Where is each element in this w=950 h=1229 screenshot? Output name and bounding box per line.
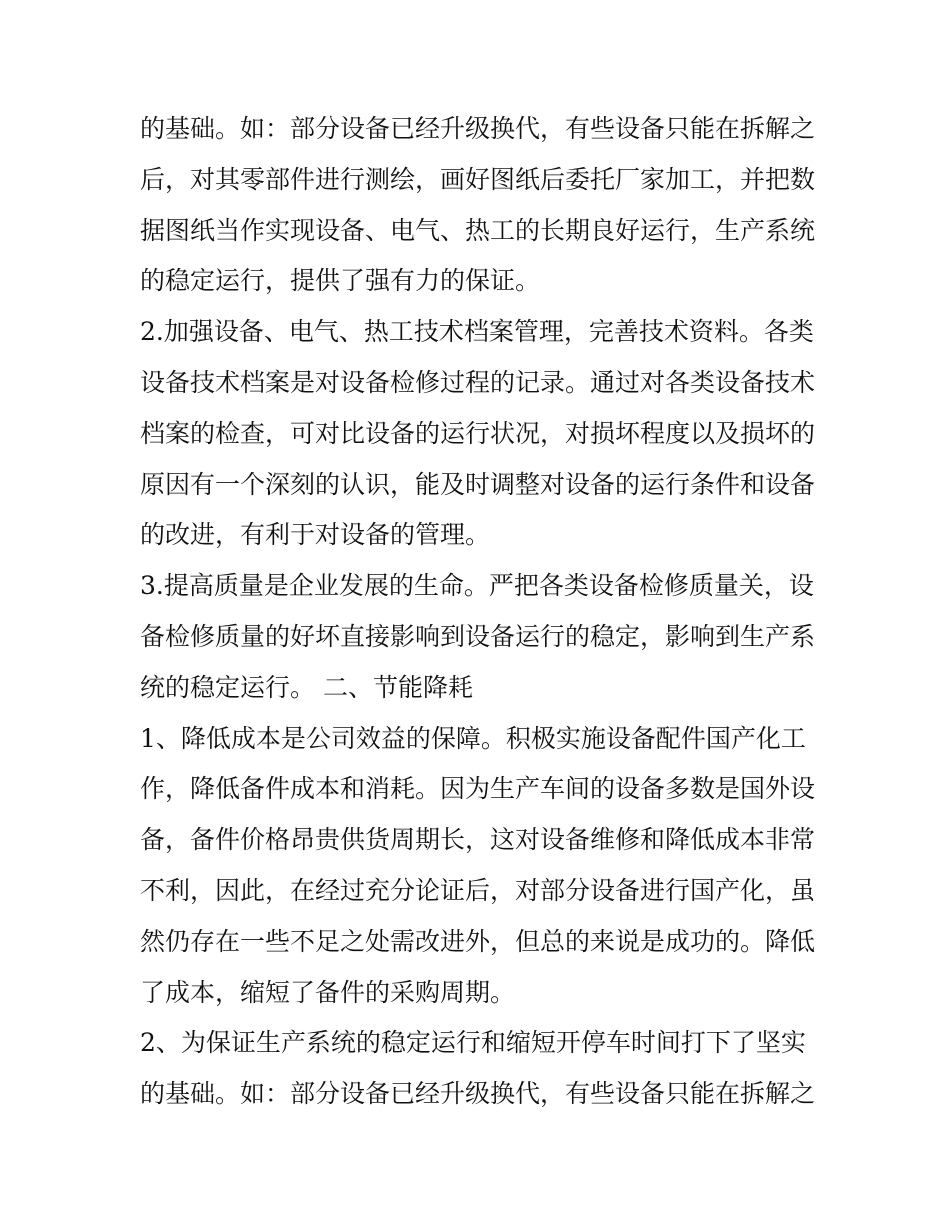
body-text	[140, 104, 820, 1120]
text-line: 然仍存在一些不足之处需改进外，但总的来说是成功的。降低	[140, 926, 816, 956]
text-line: 统的稳定运行。 二、节能降耗	[140, 672, 473, 702]
text-line: 2、为保证生产系统的稳定运行和缩短开停车时间打下了坚实	[140, 1028, 806, 1058]
text-line: 备，备件价格昂贵供货周期长，这对设备维修和降低成本非常	[140, 825, 816, 855]
text-line: 据图纸当作实现设备、电气、热工的长期良好运行，生产系统	[140, 215, 816, 245]
text-line: 档案的检查，可对比设备的运行状况，对损坏程度以及损坏的	[140, 418, 816, 448]
text-line: 2.加强设备、电气、热工技术档案管理，完善技术资料。各类	[140, 317, 814, 347]
text-line: 了成本，缩短了备件的采购周期。	[140, 977, 516, 1007]
text-line: 的基础。如：部分设备已经升级换代，有些设备只能在拆解之	[140, 1079, 816, 1109]
text-line: 后，对其零部件进行测绘，画好图纸后委托厂家加工，并把数	[140, 164, 816, 194]
text-line: 备检修质量的好坏直接影响到设备运行的稳定，影响到生产系	[140, 621, 816, 651]
text-line: 不利，因此，在经过充分论证后，对部分设备进行国产化，虽	[140, 875, 816, 905]
text-line: 的改进，有利于对设备的管理。	[140, 520, 491, 550]
text-line: 原因有一个深刻的认识，能及时调整对设备的运行条件和设备	[140, 469, 816, 499]
text-line: 作，降低备件成本和消耗。因为生产车间的设备多数是国外设	[140, 774, 816, 804]
text-line: 设备技术档案是对设备检修过程的记录。通过对各类设备技术	[140, 367, 816, 397]
text-line: 1、降低成本是公司效益的保障。积极实施设备配件国产化工	[140, 723, 806, 753]
text-line: 的稳定运行，提供了强有力的保证。	[140, 266, 541, 296]
text-line: 的基础。如：部分设备已经升级换代，有些设备只能在拆解之	[140, 114, 816, 143]
text-line: 3.提高质量是企业发展的生命。严把各类设备检修质量关，设	[140, 571, 814, 601]
